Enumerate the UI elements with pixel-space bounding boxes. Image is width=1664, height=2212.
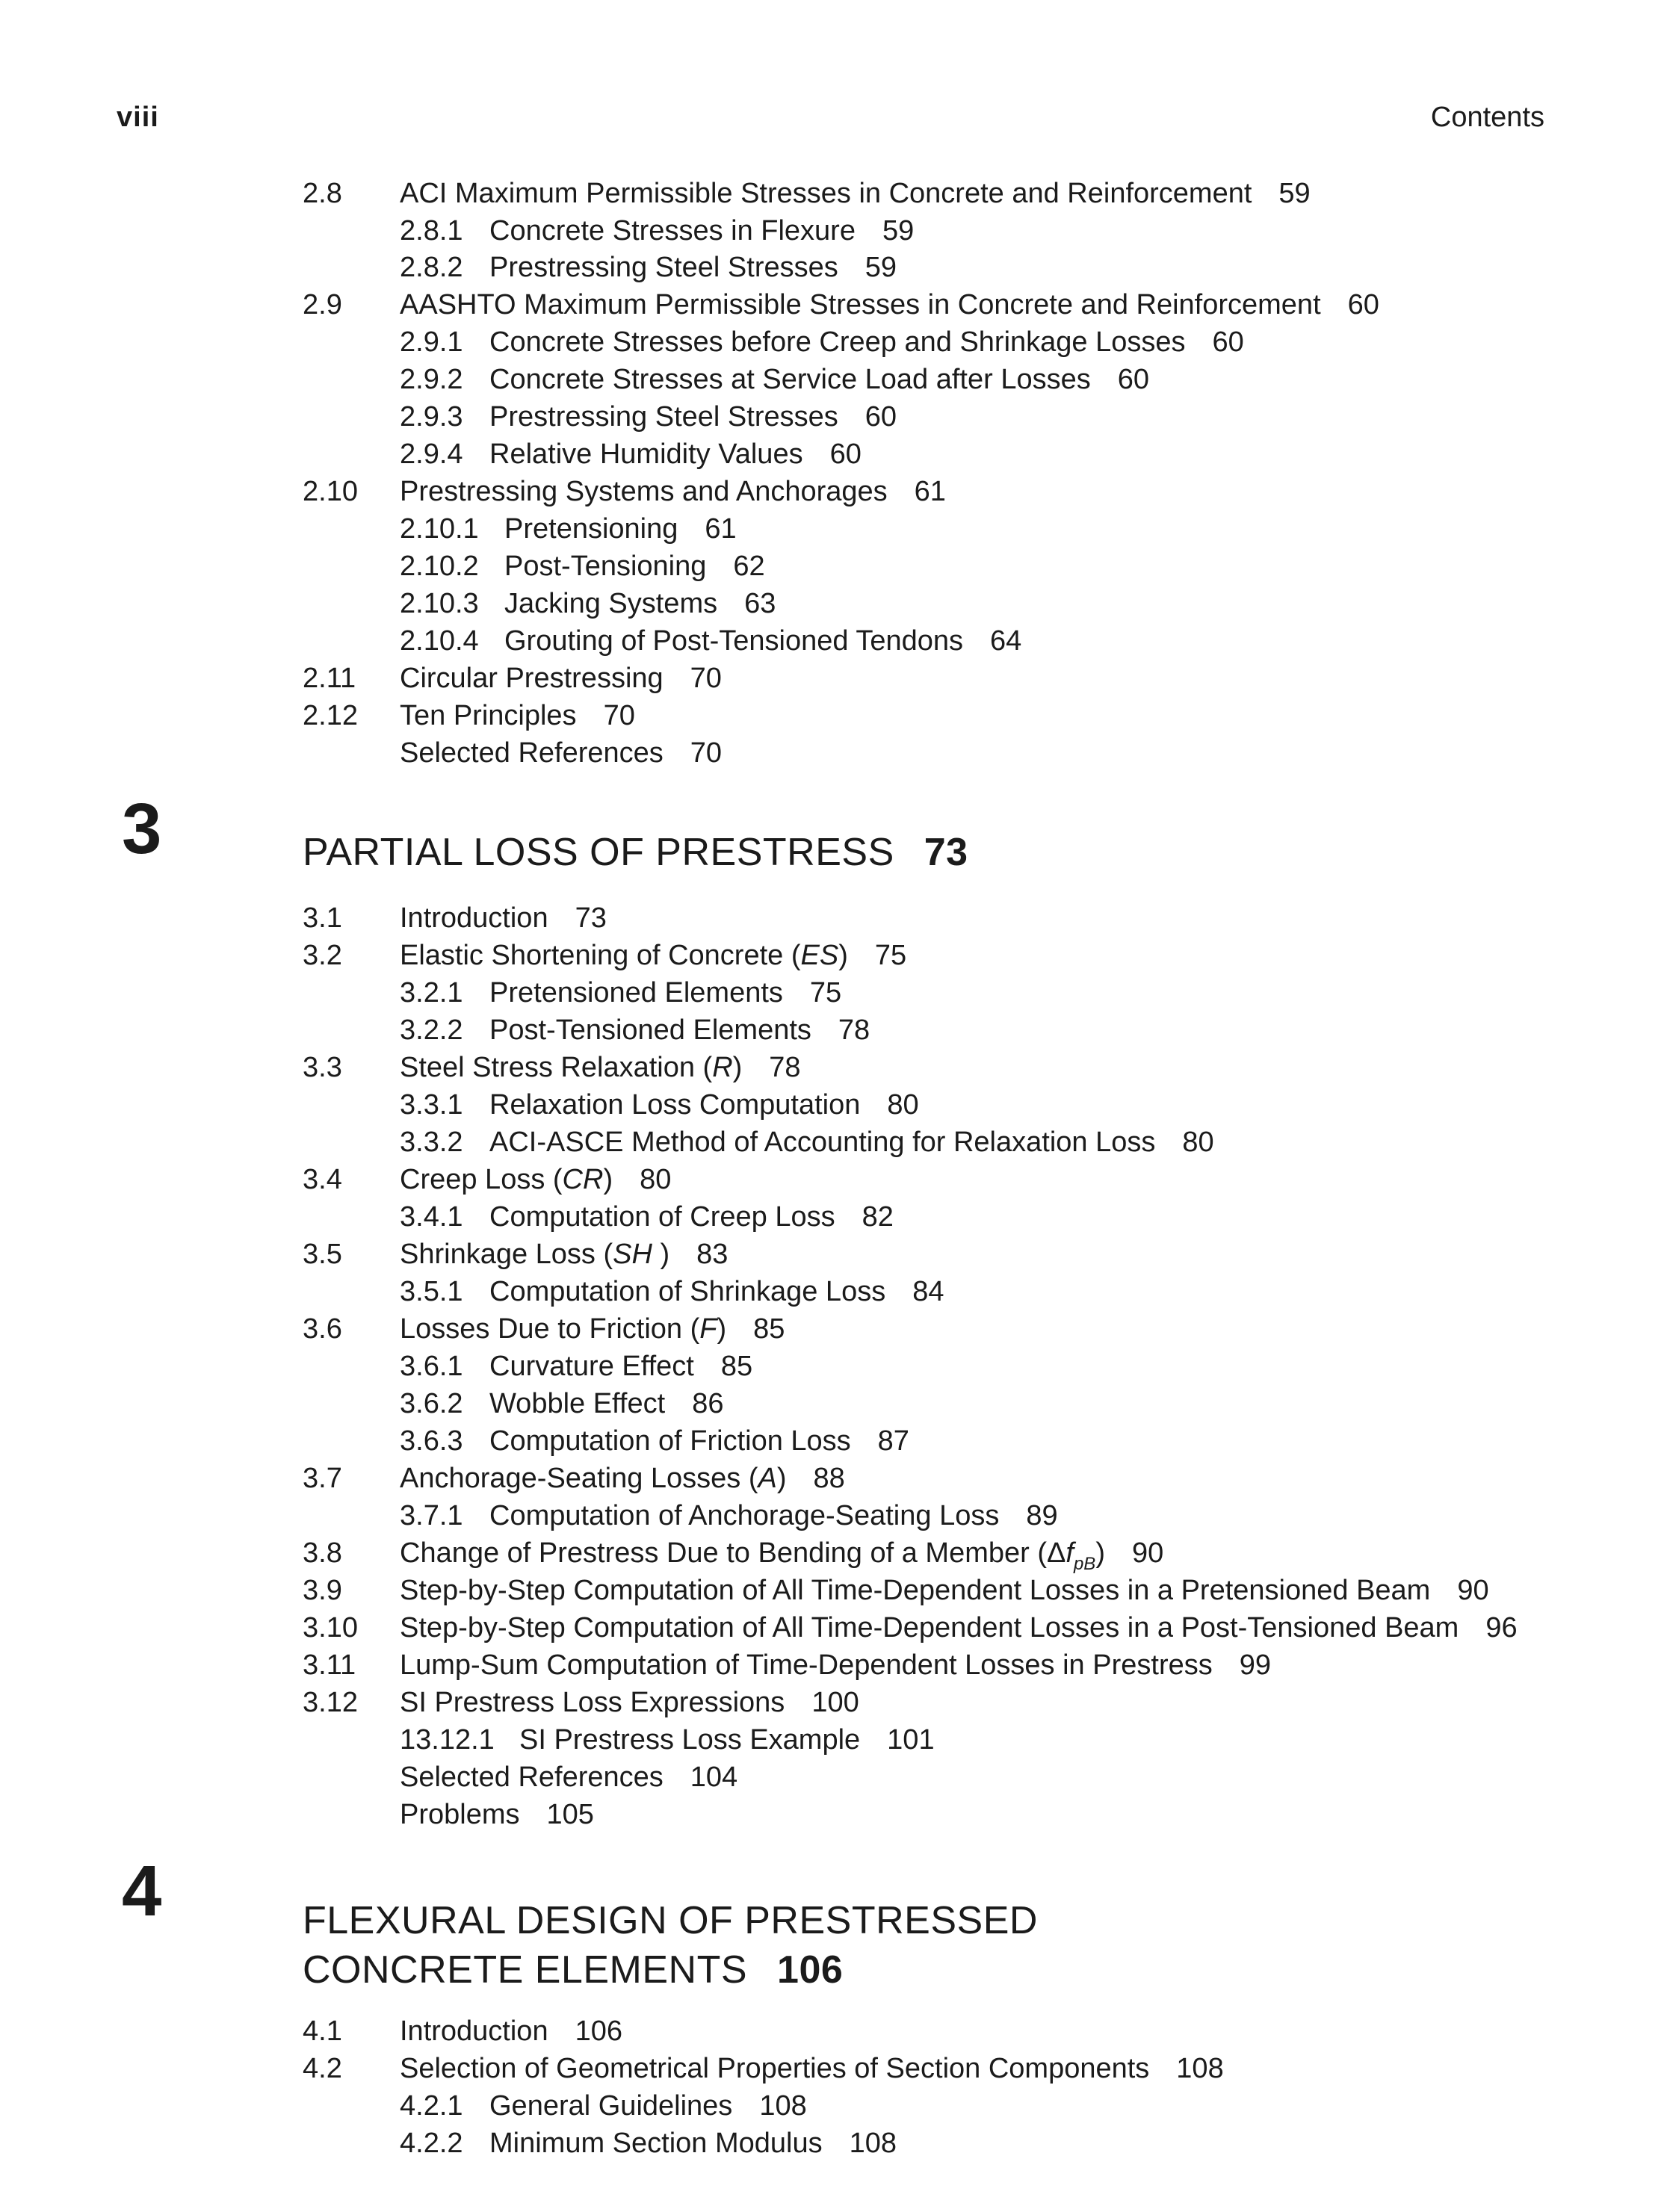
page-ref: 90 (1131, 1537, 1164, 1569)
page-ref: 63 (744, 588, 776, 619)
section-number: 2.11 (303, 663, 356, 694)
section-title: Selection of Geometrical Properties of Section Components 108 (400, 2053, 1224, 2084)
page-ref: 106 (575, 2016, 622, 2047)
section-title: Computation of Creep Loss 82 (489, 1201, 894, 1233)
page-ref: 108 (1176, 2053, 1224, 2084)
page-ref: 108 (849, 2128, 897, 2159)
symbol: A (758, 1463, 777, 1494)
section-title: Pretensioned Elements 75 (489, 977, 842, 1009)
page-ref: 99 (1239, 1649, 1272, 1681)
chapter-title (303, 1896, 1038, 1995)
section-number: 2.10.3 (400, 588, 479, 619)
page-ref: 75 (874, 940, 907, 971)
section-number: 3.12 (303, 1687, 358, 1718)
section-number: 4.2.2 (400, 2128, 463, 2159)
section-title: Circular Prestressing 70 (400, 663, 722, 694)
page-ref: 60 (1117, 364, 1150, 395)
chapter-number: 3 (122, 789, 162, 869)
page-ref: 75 (809, 977, 842, 1009)
page-ref: 85 (753, 1313, 785, 1345)
page-ref: 70 (690, 663, 722, 694)
page-ref: 61 (914, 476, 946, 507)
section-number: 2.8.2 (400, 252, 463, 283)
section-title: ACI Maximum Permissible Stresses in Concrete and Reinforcement 59 (400, 178, 1311, 209)
section-title: ACI-ASCE Method of Accounting for Relaxation Loss 80 (489, 1127, 1214, 1158)
section-number: 3.6.2 (400, 1388, 463, 1419)
page-ref: 78 (769, 1052, 801, 1083)
section-number: 2.9.4 (400, 439, 463, 470)
section-number: 3.6.3 (400, 1425, 463, 1457)
section-number: 2.12 (303, 700, 358, 731)
section-title: Problems 105 (400, 1799, 594, 1830)
section-title: Elastic Shortening of Concrete (ES) 75 (400, 940, 907, 971)
page-ref: 87 (877, 1425, 909, 1457)
section-number: 2.8.1 (400, 215, 463, 247)
symbol: ES (800, 940, 839, 971)
section-number: 3.7 (303, 1463, 342, 1494)
section-number: 2.9.1 (400, 326, 463, 358)
section-title: Lump-Sum Computation of Time-Dependent Losses in Prestress 99 (400, 1649, 1272, 1681)
section-number: 3.1 (303, 902, 342, 934)
section-number: 3.7.1 (400, 1500, 463, 1531)
section-title: Computation of Shrinkage Loss 84 (489, 1276, 944, 1307)
page-ref: 80 (640, 1164, 672, 1195)
page-ref: 59 (1278, 178, 1311, 209)
section-number: 3.2.1 (400, 977, 463, 1009)
section-title: Relative Humidity Values 60 (489, 439, 862, 470)
section-number: 2.10.1 (400, 513, 479, 545)
section-title: Losses Due to Friction (F) 85 (400, 1313, 785, 1345)
section-number: 2.9.3 (400, 401, 463, 433)
section-number: 3.8 (303, 1537, 342, 1569)
section-number: 3.4 (303, 1164, 342, 1195)
page-ref: 86 (692, 1388, 724, 1419)
page-ref: 104 (690, 1762, 738, 1793)
section-number: 4.1 (303, 2016, 342, 2047)
section-title: Grouting of Post-Tensioned Tendons 64 (504, 625, 1022, 657)
page-ref: 64 (990, 625, 1022, 657)
section-title: Step-by-Step Computation of All Time-Dependent Losses in a Pretensioned Beam 90 (400, 1575, 1489, 1606)
chapter-page: 106 (777, 1948, 844, 1992)
page-ref: 85 (720, 1351, 753, 1382)
section-title: SI Prestress Loss Expressions 100 (400, 1687, 859, 1718)
section-title: Post-Tensioned Elements 78 (489, 1014, 870, 1046)
section-title: Pretensioning 61 (504, 513, 737, 545)
section-number: 3.5.1 (400, 1276, 463, 1307)
section-title: Wobble Effect 86 (489, 1388, 724, 1419)
section-title: Prestressing Steel Stresses 60 (489, 401, 897, 433)
section-number: 2.10.2 (400, 551, 479, 582)
section-number: 3.5 (303, 1239, 342, 1270)
section-title: Computation of Anchorage-Seating Loss 89 (489, 1500, 1058, 1531)
section-title: Prestressing Steel Stresses 59 (489, 252, 897, 283)
page-ref: 62 (733, 551, 765, 582)
page-ref: 61 (705, 513, 737, 545)
page-ref: 105 (546, 1799, 594, 1830)
section-number: 3.2.2 (400, 1014, 463, 1046)
page-ref: 84 (912, 1276, 944, 1307)
page-ref: 70 (603, 700, 635, 731)
page-ref: 80 (1182, 1127, 1214, 1158)
section-title: Selected References 70 (400, 737, 723, 769)
section-title: Jacking Systems 63 (504, 588, 776, 619)
section-title: Post-Tensioning 62 (504, 551, 765, 582)
page-ref: 83 (696, 1239, 729, 1270)
page-ref: 108 (759, 2090, 807, 2122)
page-ref: 90 (1457, 1575, 1489, 1606)
page-ref: 82 (862, 1201, 894, 1233)
section-title: Selected References 104 (400, 1762, 738, 1793)
section-title: AASHTO Maximum Permissible Stresses in Concrete and Reinforcement 60 (400, 289, 1379, 320)
chapter-title: PARTIAL LOSS OF PRESTRESS 73 (303, 831, 968, 874)
section-number: 4.2 (303, 2053, 342, 2084)
section-title: SI Prestress Loss Example 101 (519, 1724, 935, 1756)
section-title: Curvature Effect 85 (489, 1351, 753, 1382)
section-number: 2.10 (303, 476, 358, 507)
section-number: 4.2.1 (400, 2090, 463, 2122)
page-ref: 70 (690, 737, 723, 769)
section-title: Step-by-Step Computation of All Time-Dependent Losses in a Post-Tensioned Beam 96 (400, 1612, 1518, 1643)
section-title: Relaxation Loss Computation 80 (489, 1089, 919, 1121)
section-title: Concrete Stresses in Flexure 59 (489, 215, 915, 247)
chapter-title-line1: FLEXURAL DESIGN OF PRESTRESSED (303, 1899, 1038, 1942)
section-number: 2.10.4 (400, 625, 479, 657)
page-ref: 60 (1212, 326, 1244, 358)
section-title: Ten Principles 70 (400, 700, 635, 731)
page-ref: 60 (829, 439, 862, 470)
section-title: Concrete Stresses before Creep and Shrinkage Losses 60 (489, 326, 1244, 358)
page-number: viii (117, 102, 159, 133)
section-number: 13.12.1 (400, 1724, 495, 1756)
page-ref: 80 (887, 1089, 919, 1121)
section-title: Change of Prestress Due to Bending of a Member $(\Delta f_{pB})$ 90 (400, 1537, 1164, 1574)
chapter-title-line2: CONCRETE ELEMENTS 106 (303, 1948, 844, 1992)
section-title: Shrinkage Loss (SH ) 83 (400, 1239, 729, 1270)
section-number: 3.3.1 (400, 1089, 463, 1121)
symbol: CR (562, 1164, 604, 1195)
section-title: Anchorage-Seating Losses (A) 88 (400, 1463, 845, 1494)
section-title: Minimum Section Modulus 108 (489, 2128, 897, 2159)
chapter-number: 4 (122, 1851, 162, 1931)
section-title: Computation of Friction Loss 87 (489, 1425, 909, 1457)
section-number: 2.9.2 (400, 364, 463, 395)
section-number: 3.2 (303, 940, 342, 971)
section-number: 3.3 (303, 1052, 342, 1083)
chapter-page: 73 (924, 831, 968, 874)
symbol: F (699, 1313, 717, 1345)
section-title: Concrete Stresses at Service Load after Losses 60 (489, 364, 1150, 395)
page-ref: 60 (865, 401, 897, 433)
section-title: Prestressing Systems and Anchorages 61 (400, 476, 946, 507)
section-title: Steel Stress Relaxation (R) 78 (400, 1052, 801, 1083)
section-number: 3.11 (303, 1649, 356, 1681)
running-title: Contents (1430, 102, 1544, 133)
section-number: 3.3.2 (400, 1127, 463, 1158)
page-ref: 59 (865, 252, 897, 283)
section-number: 2.9 (303, 289, 342, 320)
page-ref: 89 (1026, 1500, 1058, 1531)
page-ref: 60 (1347, 289, 1379, 320)
section-number: 3.6.1 (400, 1351, 463, 1382)
page-ref: 88 (813, 1463, 845, 1494)
section-number: 3.6 (303, 1313, 342, 1345)
section-title: Creep Loss (CR) 80 (400, 1164, 672, 1195)
page-ref: 73 (575, 902, 607, 934)
section-title: General Guidelines 108 (489, 2090, 807, 2122)
page-ref: 101 (887, 1724, 935, 1756)
section-title: Introduction 106 (400, 2016, 622, 2047)
page-ref: 96 (1485, 1612, 1518, 1643)
symbol: R (712, 1052, 733, 1083)
symbol: f (1065, 1537, 1074, 1569)
section-number: 3.9 (303, 1575, 342, 1606)
section-number: 3.10 (303, 1612, 358, 1643)
symbol-subscript: pB (1073, 1554, 1096, 1574)
section-number: 2.8 (303, 178, 342, 209)
section-number: 3.4.1 (400, 1201, 463, 1233)
page-ref: 100 (811, 1687, 859, 1718)
page-ref: 78 (838, 1014, 870, 1046)
page-ref: 59 (882, 215, 915, 247)
section-title: Introduction 73 (400, 902, 607, 934)
symbol: SH (613, 1239, 652, 1270)
